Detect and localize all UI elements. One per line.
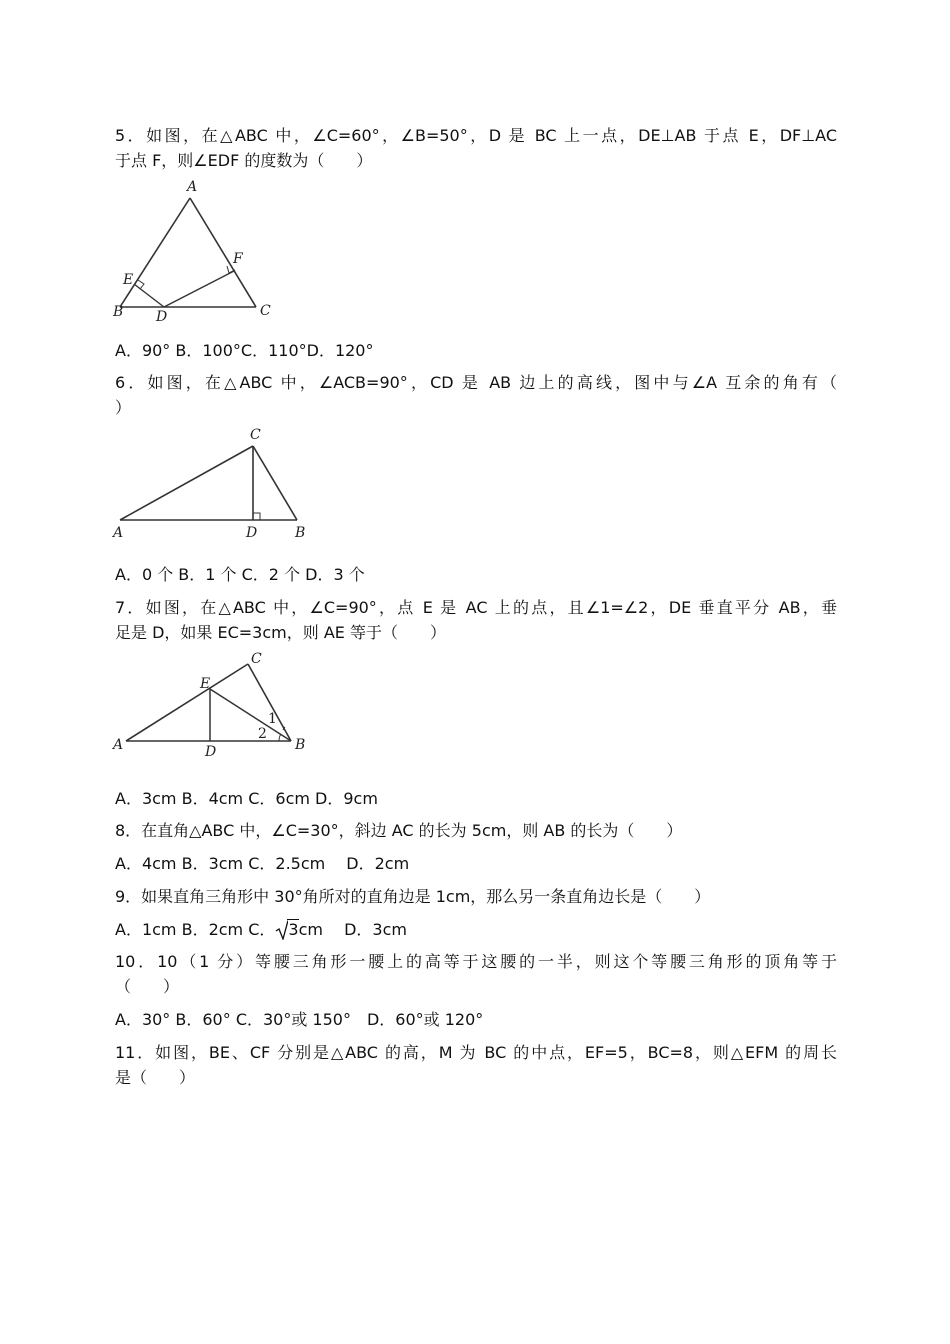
q5-segment-df xyxy=(164,271,234,307)
q7-stem-line1: 7．如图，在△ABC 中，∠C=90°，点 E 是 AC 上的点，且∠1=∠2，DE 垂直平分 AB，垂 xyxy=(115,598,837,617)
q6-options: A．0 个 B．1 个 C．2 个 D．3 个 xyxy=(115,565,365,584)
q10-options: A．30° B．60° C．30°或 150° D．60°或 120° xyxy=(115,1010,484,1029)
q9-options xyxy=(115,919,407,941)
q6-side-ac xyxy=(120,446,253,520)
radical-icon xyxy=(275,920,288,940)
q5-stem-line2: 于点 F，则∠EDF 的度数为（ ） xyxy=(115,151,373,170)
q5-label-f: F xyxy=(233,251,243,267)
q7-label-a: A xyxy=(113,737,124,753)
q5-label-e: E xyxy=(123,272,134,288)
q5-side-ab xyxy=(120,198,190,307)
q9-options-before: A．1cm B．2cm C． xyxy=(115,920,276,939)
q10-stem-line2: （ ） xyxy=(115,977,180,996)
q11-stem-line2: 是（ ） xyxy=(115,1068,196,1087)
q6-figure xyxy=(110,422,315,542)
q5-label-b: B xyxy=(113,304,124,320)
q7-options: A．3cm B．4cm C．6cm D．9cm xyxy=(115,789,378,808)
q7-label-d: D xyxy=(205,744,217,760)
q6-label-a: A xyxy=(113,525,124,541)
q5-options: A．90° B．100°C．110°D．120° xyxy=(115,341,374,360)
sqrt-radicand: 3 xyxy=(288,920,299,939)
q5-label-c: C xyxy=(260,303,271,319)
q7-label-angle-1: 1 xyxy=(268,711,277,727)
q7-stem-line2: 足是 D，如果 EC=3cm，则 AE 等于（ ） xyxy=(115,623,446,642)
q6-label-b: B xyxy=(295,525,306,541)
q6-label-c: C xyxy=(250,427,261,443)
q5-label-a: A xyxy=(187,179,198,195)
sqrt-symbol xyxy=(275,919,298,941)
q8-options: A．4cm B．3cm C．2.5cm D．2cm xyxy=(115,854,410,873)
q7-label-e: E xyxy=(200,676,211,692)
q11-stem-line1: 11．如图，BE、CF 分别是△ABC 的高，M 为 BC 的中点，EF=5，BC=8，则△EFM 的周长 xyxy=(115,1043,837,1062)
q6-right-angle-d xyxy=(253,513,260,520)
q7-label-c: C xyxy=(251,651,262,667)
q7-segment-eb xyxy=(210,689,291,741)
q7-figure xyxy=(108,646,313,766)
q7-label-angle-2: 2 xyxy=(258,726,267,742)
q5-figure xyxy=(108,176,283,326)
q9-options-after: cm D．3cm xyxy=(298,920,407,939)
q5-side-ac xyxy=(190,198,256,307)
q6-stem-line2: ） xyxy=(115,398,132,417)
q9-stem: 9．如果直角三角形中 30°角所对的直角边是 1cm，那么另一条直角边长是（ ） xyxy=(115,887,711,906)
q6-stem-line1: 6．如图，在△ABC 中，∠ACB=90°，CD 是 AB 边上的高线，图中与∠A 互余的角有（ xyxy=(115,373,837,392)
q5-stem-line1: 5．如图，在△ABC 中，∠C=60°，∠B=50°，D 是 BC 上一点，DE⊥AB 于点 E，DF⊥AC xyxy=(115,126,837,145)
q5-label-d: D xyxy=(156,309,168,325)
q5-segment-de xyxy=(134,284,164,307)
q7-side-cb xyxy=(248,664,291,741)
q6-label-d: D xyxy=(246,525,258,541)
q10-stem-line1: 10．10（1 分）等腰三角形一腰上的高等于这腰的一半，则这个等腰三角形的顶角等于 xyxy=(115,952,837,971)
q7-angle-2-arc xyxy=(279,734,281,741)
q8-stem: 8．在直角△ABC 中，∠C=30°，斜边 AC 的长为 5cm，则 AB 的长为（ ） xyxy=(115,821,683,840)
q6-side-bc xyxy=(253,446,297,520)
q7-label-b: B xyxy=(295,737,306,753)
